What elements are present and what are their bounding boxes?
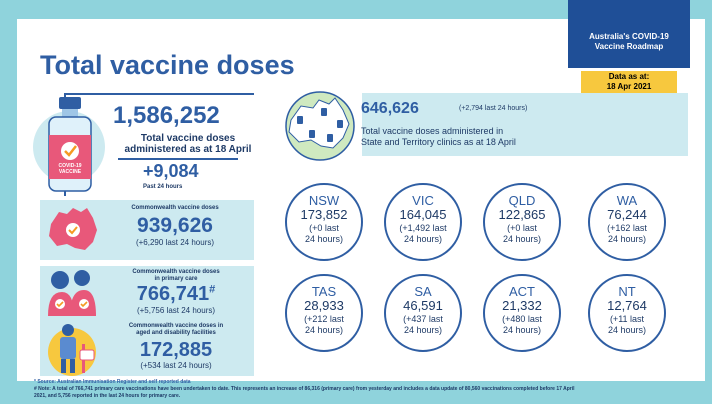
state-value: 164,045 <box>399 207 447 222</box>
aged-care-label <box>100 323 252 337</box>
state-circle-nsw <box>285 183 363 261</box>
aged-care-delta: (+534 last 24 hours) <box>140 361 212 370</box>
state-name: ACT <box>509 284 535 299</box>
state-value: 28,933 <box>304 298 344 313</box>
state-circle-vic <box>384 183 462 261</box>
state-delta-line2: 24 hours) <box>304 234 344 244</box>
vaccine-vial-icon <box>33 95 109 195</box>
australia-map-icon <box>45 204 101 256</box>
roadmap-badge <box>568 0 690 68</box>
vial-label-1: COVID-19 <box>58 163 82 169</box>
primary-care-panel <box>40 266 254 320</box>
aged-care-icon <box>46 320 100 376</box>
state-delta-line1: (+11 last <box>609 314 645 324</box>
state-name: WA <box>616 193 638 208</box>
australia-clinics-map-icon <box>281 90 359 162</box>
state-delta-line2: 24 hours) <box>502 234 542 244</box>
state-name: TAS <box>311 284 337 299</box>
state-value: 12,764 <box>607 298 647 313</box>
state-value: 76,244 <box>607 207 647 222</box>
primary-care-value-row <box>102 283 250 306</box>
state-name: NT <box>618 284 636 299</box>
footer-notes <box>34 379 706 400</box>
state-circle-qld <box>483 183 561 261</box>
total-desc-line2: administered as at 18 April <box>124 144 252 155</box>
commonwealth-panel <box>40 200 254 260</box>
state-value: 122,865 <box>498 207 546 222</box>
commonwealth-delta: (+6,290 last 24 hours) <box>135 238 215 247</box>
state-delta-line1: (+212 last <box>304 314 344 324</box>
clinics-value: 646,626 <box>361 100 419 117</box>
aged-care-panel <box>40 320 254 376</box>
state-delta-line2: 24 hours) <box>403 325 443 335</box>
state-delta-line1: (+437 last <box>403 314 443 324</box>
daily-increase-label: Past 24 hours <box>143 184 183 190</box>
state-delta-line1: (+480 last <box>502 314 542 324</box>
primary-care-people-icon <box>44 268 100 318</box>
state-value: 173,852 <box>300 207 348 222</box>
state-circle-sa <box>384 274 462 352</box>
clinics-delta: (+2,794 last 24 hours) <box>459 105 528 112</box>
divider <box>118 158 238 160</box>
state-name: NSW <box>308 193 340 208</box>
state-delta-line2: 24 hours) <box>502 325 542 335</box>
date-badge <box>581 71 677 93</box>
state-circle-nt <box>588 274 666 352</box>
state-circle-wa <box>588 183 666 261</box>
primary-care-value: 766,741 <box>136 283 210 305</box>
roadmap-line1: Australia's COVID-19 <box>589 32 669 41</box>
state-name: QLD <box>508 193 536 208</box>
state-delta-line2: 24 hours) <box>403 234 443 244</box>
state-value: 21,332 <box>502 298 542 313</box>
total-doses-desc <box>113 133 263 155</box>
total-desc-line1: Total vaccine doses <box>140 133 236 144</box>
footer-note-line2: 2021, and 5,756 reported in the last 24 hours for primary care. <box>34 393 181 399</box>
clinics-desc <box>361 126 516 148</box>
clinics-desc-line2: State and Territory clinics as at 18 April <box>361 137 516 147</box>
state-delta-line1: (+162 last <box>607 223 647 233</box>
state-value: 46,591 <box>403 298 443 313</box>
primary-care-label <box>102 269 250 283</box>
footer-source: * Source: Australian Immunisation Register and self reported data <box>34 379 191 385</box>
aged-care-label-line2: aged and disability facilities <box>136 330 216 336</box>
state-delta-line1: (+1,492 last <box>399 223 447 233</box>
commonwealth-label: Commonwealth vaccine doses <box>131 205 219 211</box>
daily-increase-value: +9,084 <box>143 161 199 181</box>
aged-care-label-line1: Commonwealth vaccine doses in <box>128 323 224 329</box>
date-value: 18 Apr 2021 <box>606 82 652 91</box>
primary-care-label-line2: in primary care <box>154 276 198 282</box>
state-delta-line1: (+0 last <box>507 223 537 233</box>
commonwealth-value: 939,626 <box>137 214 213 237</box>
vial-label-2: VACCINE <box>58 169 82 175</box>
state-delta-line2: 24 hours) <box>607 234 647 244</box>
state-circle-tas <box>285 274 363 352</box>
state-circle-act <box>483 274 561 352</box>
state-name: VIC <box>412 193 434 208</box>
footer-note-line1: # Note: A total of 766,741 primary care vaccinations have been undertaken to date. This represents an increase of 86,316 (primary care) from yesterday and includes a data update of 80,560 vaccinations completed before 17 April <box>34 386 575 392</box>
total-doses-value: 1,586,252 <box>113 102 220 129</box>
clinics-desc-line1: Total vaccine doses administered in <box>361 126 504 136</box>
roadmap-line2: Vaccine Roadmap <box>594 42 664 51</box>
primary-care-note-mark: # <box>209 283 216 296</box>
state-delta-line2: 24 hours) <box>304 325 344 335</box>
primary-care-label-line1: Commonwealth vaccine doses <box>132 269 220 275</box>
state-name: SA <box>414 284 432 299</box>
state-delta-line1: (+0 last <box>309 223 339 233</box>
date-label: Data as at: <box>608 72 650 81</box>
primary-care-delta: (+5,756 last 24 hours) <box>136 306 216 315</box>
page-title: Total vaccine doses <box>40 50 295 80</box>
state-delta-line2: 24 hours) <box>607 325 647 335</box>
aged-care-value: 172,885 <box>139 339 213 361</box>
